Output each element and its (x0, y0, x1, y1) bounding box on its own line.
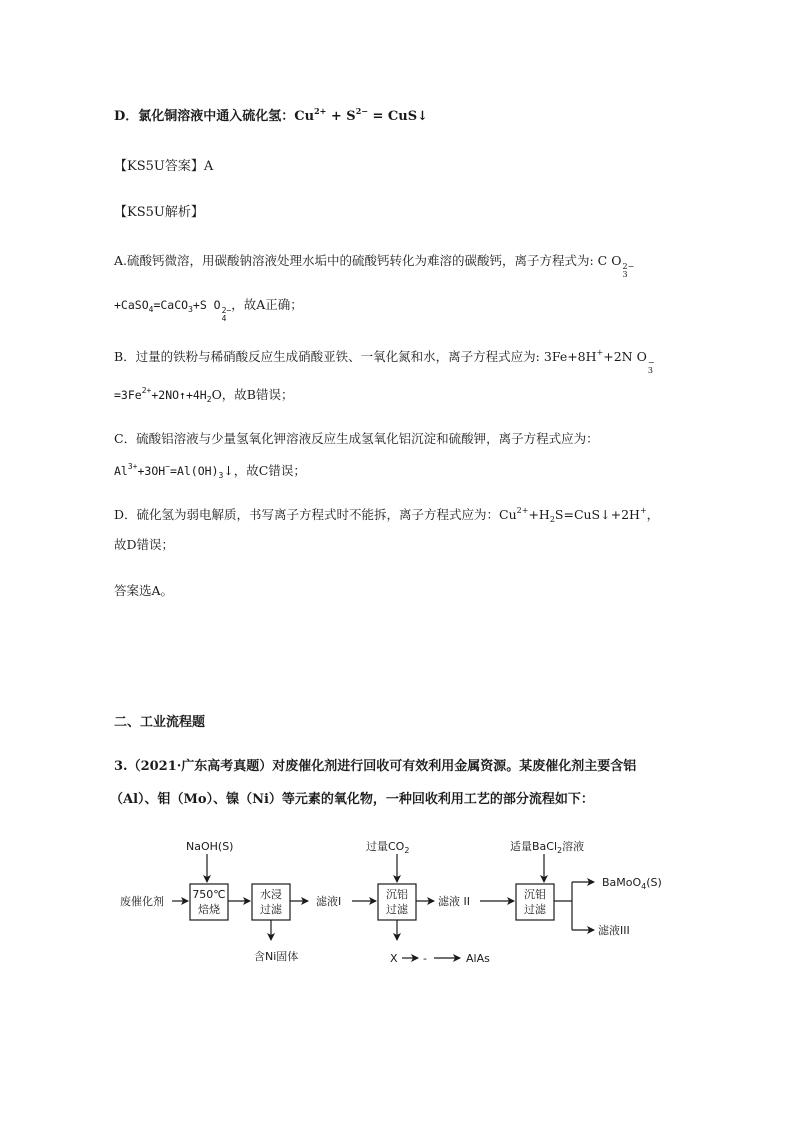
svg-text:沉铝: 沉铝 (386, 888, 408, 901)
option-d-text: D．氯化铜溶液中通入硫化氢：Cu (114, 109, 315, 124)
question-3-line1: 3.（2021·广东高考真题）对废催化剂进行回收可有效利用金属资源。某废催化剂主要含铝 (114, 759, 637, 774)
dash-label: - (423, 952, 427, 965)
bacl2-label: 适量BaCl$_2$溶液 (510, 840, 585, 855)
filtrate-2-label: 滤液 II (438, 895, 470, 908)
analysis-d-line2: 故D错误； (114, 537, 175, 552)
analysis-c-line1: C．硫酸铝溶液与少量氢氧化钾溶液反应生成氢氧化铝沉淀和硫酸钾，离子方程式应为： (114, 431, 599, 446)
analysis-c-line2: $Al^{3+}+3OH^-=Al(OH)_3↓$，故C错误； (114, 462, 306, 480)
analysis-a-line1 (114, 252, 634, 279)
analysis-b-line2: $=3Fe^{2+}+2NO↑+4H_2O$，故B错误； (114, 386, 294, 404)
svg-text:750℃: 750℃ (192, 888, 226, 901)
filtrate-1-label: 滤液I (316, 895, 342, 908)
analysis-d-line1: D．硫化氢为弱电解质，书写离子方程式时不能拆，离子方程式应为：$Cu^{2+}+H_2S=CuS↓+2H^+$， (114, 506, 660, 524)
process-flowchart (110, 836, 670, 976)
bamoo4-label: BaMoO$_4$(S) (602, 876, 662, 891)
analysis-text: A.硫酸钙微溶，用碳酸钠溶液处理水垢中的硫酸钙转化为难溶的碳酸钙，离子方程式为: C O (114, 253, 622, 268)
alas-label: AlAs (466, 952, 490, 965)
question-3-line2: （Al）、钼（Mo）、镍（Ni）等元素的氧化物，一种回收利用工艺的部分流程如下： (110, 792, 594, 807)
analysis-label: 【KS5U解析】 (114, 205, 204, 220)
waste-catalyst-label: 废催化剂 (120, 895, 164, 908)
answer-label: 【KS5U答案】A (114, 159, 214, 174)
option-d-question (114, 108, 428, 126)
x-label: X (390, 952, 398, 965)
svg-text:过滤: 过滤 (524, 903, 546, 916)
svg-text:过滤: 过滤 (386, 903, 408, 916)
option-d-text: = CuS↓ (367, 109, 429, 124)
charge: 2− (355, 106, 368, 116)
svg-text:焙烧: 焙烧 (198, 903, 220, 916)
charge: 2+ (314, 106, 327, 116)
ion-scripts: 2− 3 (622, 262, 635, 279)
option-d-text: + S (326, 109, 356, 124)
svg-text:过滤: 过滤 (260, 903, 282, 916)
filtrate-3-label: 滤液III (598, 924, 630, 937)
naoh-label: NaOH(S) (186, 840, 234, 853)
ni-solid-label: 含Ni固体 (254, 950, 299, 963)
analysis-b-line1: B．过量的铁粉与稀硝酸反应生成硝酸亚铁、一氧化氮和水，离子方程式应为: 3Fe+8H++2N O − 3 (114, 348, 655, 375)
svg-text:沉钼: 沉钼 (524, 888, 546, 901)
section-title: 二、工业流程题 (114, 715, 206, 730)
co2-label: 过量$CO_2$ (366, 840, 410, 855)
svg-text:水浸: 水浸 (260, 888, 282, 901)
conclusion: 答案选A。 (114, 583, 174, 598)
analysis-a-line2: +CaSO$_4$=CaCO$_3$+S O 2− 4 ，故A正确； (114, 297, 303, 323)
